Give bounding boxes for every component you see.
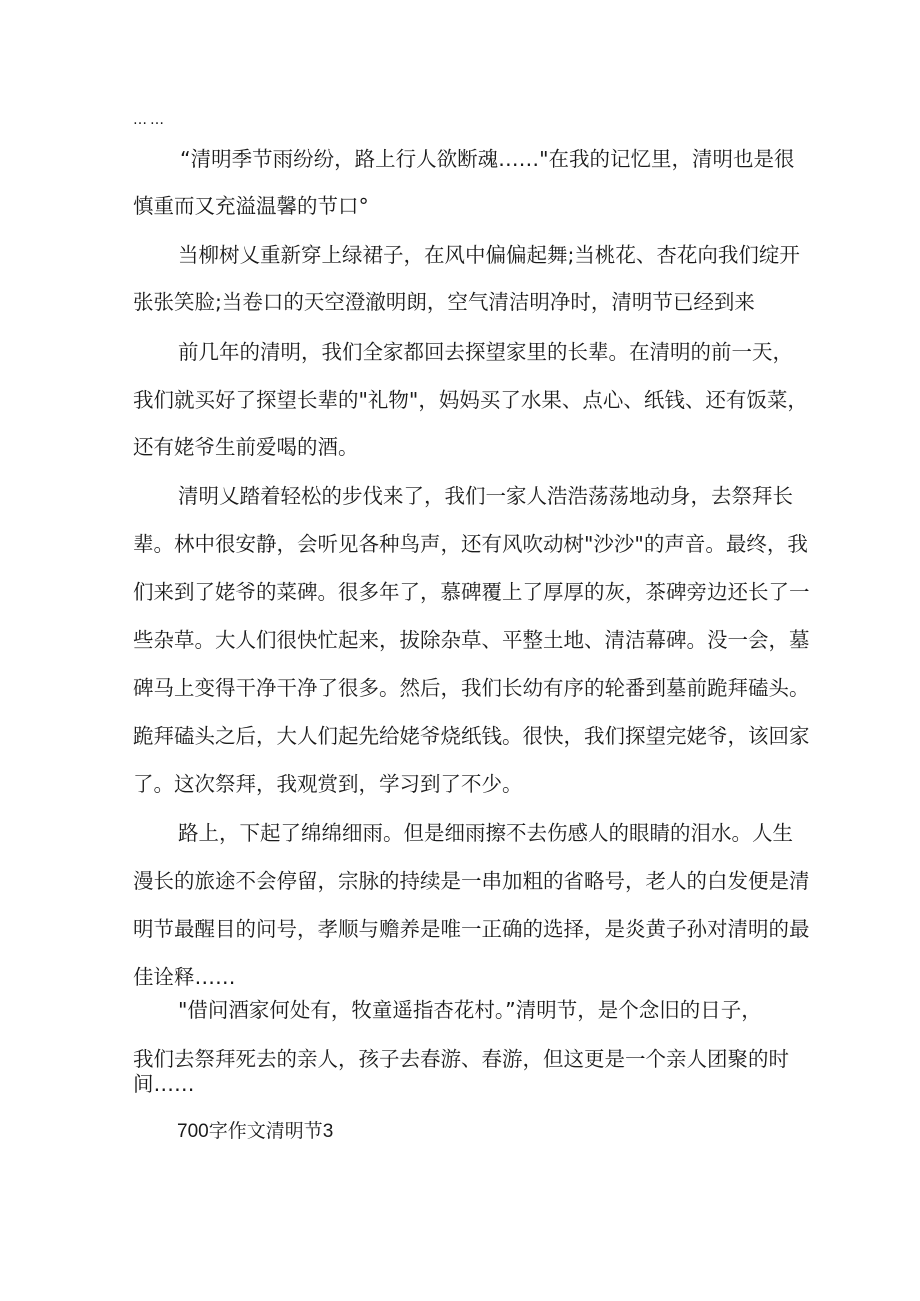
text-line: 张张笑脸;当卷口的天空澄澈明朗，空气清洁明净时，清明节已经到来 xyxy=(133,290,755,314)
text-line: 佳诠释…… xyxy=(133,965,236,989)
text-line: 跪拜磕头之后，大人们起先给姥爷烧纸钱。很快，我们探望完姥爷，该回家 xyxy=(133,724,810,748)
text-line: 还有姥爷生前爱喝的酒。 xyxy=(133,435,359,459)
text-line: 辈。林中很安静，会听见各种鸟声，还有风吹动树"沙沙"的声音。最终，我 xyxy=(133,532,808,556)
text-line: 们来到了姥爷的菜碑。很多年了，慕碑覆上了厚厚的灰，茶碑旁边还长了一 xyxy=(133,580,810,604)
section-heading: 700字作文清明节3 xyxy=(177,1121,334,1142)
text-line: 路上，下起了绵绵细雨。但是细雨擦不去伤感人的眼睛的泪水。人生 xyxy=(178,821,793,845)
text-line: 我们去祭拜死去的亲人，孩子去春游、春游，但这更是一个亲人团聚的时 xyxy=(133,1047,789,1071)
text-line: 慎重而又充溢温馨的节口° xyxy=(133,194,369,218)
text-line: 碑马上变得干净干净了很多。然后，我们长幼有序的轮番到墓前跪拜磕头。 xyxy=(133,676,810,700)
text-line: "借问酒家何处有，牧童遥指杏花村。”清明节，是个念旧的日子， xyxy=(178,998,762,1022)
text-line: 间…… xyxy=(133,1072,195,1096)
text-line: 些杂草。大人们很快忙起来，拔除杂草、平整土地、清洁幕碑。没一会，墓 xyxy=(133,628,810,652)
text-line: 当柳树乂重新穿上绿裙子，在风中偏偏起舞;当桃花、杏花向我们绽开 xyxy=(178,243,800,267)
text-line: 了。这次祭拜，我观赏到，学习到了不少。 xyxy=(133,772,523,796)
ellipsis-line: …… xyxy=(133,112,167,128)
text-line: “清明季节雨纷纷，路上行人欲断魂……"在我的记忆里，清明也是很 xyxy=(180,147,795,171)
text-line: 清明乂踏着轻松的步伐来了，我们一家人浩浩荡荡地动身，去祭拜长 xyxy=(178,484,793,508)
text-line: 明节最醒目的问号，孝顺与赡养是唯一正确的选择，是炎黄子孙对清明的最 xyxy=(133,917,810,941)
text-line: 我们就买好了探望长辈的"礼物"，妈妈买了水果、点心、纸钱、还有饭菜， xyxy=(133,388,808,412)
text-line: 前几年的清明，我们全家都回去探望家里的长辈。在清明的前一天， xyxy=(178,340,793,364)
text-line: 漫长的旅途不会停留，宗脉的持续是一串加粗的省略号，老人的白发便是清 xyxy=(133,869,810,893)
